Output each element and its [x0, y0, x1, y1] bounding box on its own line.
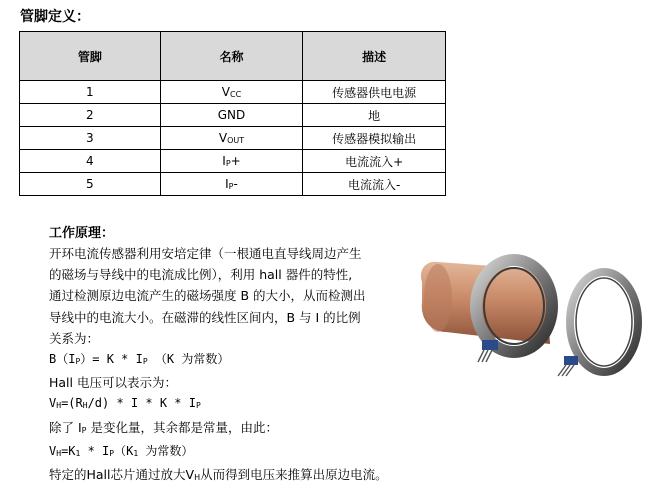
conclusion-line: 特定的Hall芯片通过放大VH从而得到电压来推算出原边电流。 [49, 467, 388, 483]
pin-name: IP- [160, 173, 303, 196]
table-row [20, 150, 446, 173]
working-principle-text [49, 243, 414, 488]
principle-line: 开环电流传感器利用安培定律（一根通电直导线周边产生 [49, 246, 362, 261]
header-description: 描述 [303, 32, 446, 81]
pin-name: VCC [160, 81, 303, 104]
pin-number: 5 [20, 173, 161, 196]
formula-vh: VH=(RH/d) * I * K * IP [49, 396, 201, 411]
pin-description: 电流流入+ [303, 150, 446, 173]
principle-line: 的磁场与导线中的电流成比例），利用 hall 器件的特性, [49, 267, 353, 283]
table-row [20, 173, 446, 196]
pin-description: 电流流入- [303, 173, 446, 196]
principle-line: 通过检测原边电流产生的磁场强度 B 的大小，从而检测出 [49, 288, 366, 304]
pin-name: IP+ [160, 150, 303, 173]
pin-name: GND [160, 104, 303, 127]
pin-name: VOUT [160, 127, 303, 150]
pin-description: 地 [303, 104, 446, 127]
pin-number: 2 [20, 104, 161, 127]
header-name: 名称 [160, 32, 303, 81]
constants-note: 除了 IP 是变化量，其余都是常量，由此： [49, 419, 278, 435]
principle-line: 导线中的电流大小。在磁滞的线性区间内，B 与 I 的比例 [49, 309, 361, 325]
formula-b-ip: B（IP）= K * IP （K 为常数） [49, 352, 230, 367]
pin-description: 传感器供电电源 [303, 81, 446, 104]
pin-description: 传感器模拟输出 [303, 127, 446, 150]
principle-line: 关系为： [49, 330, 100, 346]
table-row [20, 81, 446, 104]
table-row [20, 104, 446, 127]
sensor-ring-standalone [558, 272, 638, 376]
pin-definition-heading: 管脚定义： [20, 9, 90, 25]
working-principle-heading: 工作原理： [49, 226, 115, 241]
pin-number: 4 [20, 150, 161, 173]
hall-voltage-intro: Hall 电压可以表示为： [49, 375, 177, 391]
current-sensor-illustration [418, 240, 648, 390]
header-pin: 管脚 [20, 32, 161, 81]
pin-number: 3 [20, 127, 161, 150]
pin-number: 1 [20, 81, 161, 104]
table-row [20, 127, 446, 150]
pin-table-header-row [20, 32, 446, 81]
pin-table [19, 31, 446, 196]
formula-vh-k1: VH=K1 * IP（K1 为常数） [49, 443, 194, 458]
